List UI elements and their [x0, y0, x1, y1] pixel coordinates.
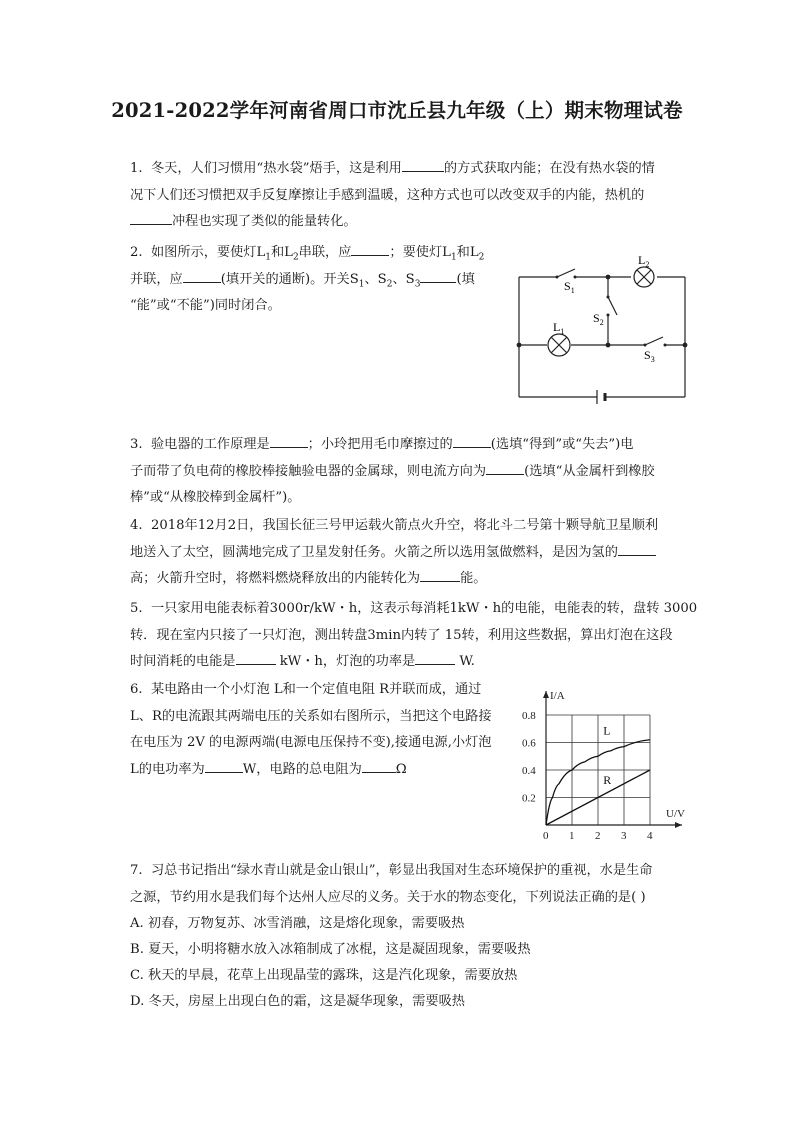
- option-a[interactable]: A. 初春，万物复苏、冰雪消融，这是熔化现象，需要吸热: [130, 916, 465, 931]
- option-d[interactable]: D. 冬天，房屋上出现白色的霜，这是凝华现象，需要吸热: [130, 994, 465, 1009]
- label-l1: $L_1$: [553, 320, 565, 336]
- switch-s2-blade: [608, 297, 617, 315]
- page-title: 2021-2022学年河南省周口市沈丘县九年级（上）期末物理试卷: [111, 99, 683, 122]
- chart-grid: [546, 715, 650, 825]
- answer-blank[interactable]: [402, 157, 444, 172]
- answer-blank[interactable]: [270, 433, 308, 448]
- x-tick-label: 4: [647, 830, 653, 842]
- switch-s3-blade: [645, 337, 663, 345]
- question-2: 2. 如图所示，要使灯$L_1$和$L_2$串联，应 ；要使灯$L_1$和$L_2$ 并联，应 (填开关的通断)。开关$S_1$、$S_2$、$S_3$ (填 “能”或“不能”)同时闭合。: [130, 240, 484, 320]
- answer-blank[interactable]: [420, 567, 460, 582]
- question-3: 3. 验电器的工作原理是 ；小玲把用毛巾摩擦过的 (选填“得到”或“失去”)电 子而带了负电荷的橡胶棒接触验电器的金属球，则电流方向为 (选填“从金属杆到橡胶 棒”或“从橡胶棒到金属杆”)。: [130, 432, 655, 512]
- x-axis-arrow-icon: [675, 822, 682, 828]
- label-l2: $L_2$: [638, 253, 650, 269]
- y-tick-label: 0.4: [522, 765, 536, 777]
- label-s1: $S_1$: [564, 279, 575, 295]
- question-4: 4. 2018年12月2日，我国长征三号甲运载火箭点火升空，将北斗二号第十颗导航卫星顺利 地送入了太空，圆满地完成了卫星发射任务。火箭之所以选用氢做燃料，是因为氢的 高；火箭升空时，将燃料燃烧释放出的内能转化为 能。: [130, 518, 659, 586]
- question-number: 7.: [130, 863, 143, 878]
- junction-dot: [606, 343, 611, 348]
- answer-blank[interactable]: [236, 650, 276, 665]
- option-b[interactable]: B. 夏天，小明将糖水放入冰箱制成了冰棍，这是凝固现象，需要吸热: [130, 942, 531, 957]
- battery-icon: [597, 390, 605, 404]
- junction-dot: [683, 343, 688, 348]
- x-tick-label: 3: [621, 830, 627, 842]
- y-tick-label: 0.2: [522, 792, 536, 805]
- switch-s1-blade: [557, 269, 575, 277]
- answer-blank[interactable]: [130, 210, 172, 225]
- question-5: 5. 一只家用电能表标着3000r/kW・h，这表示每消耗1kW・h的电能，电能表的转，盘转 3000 转．现在室内只接了一只灯泡，测出转盘3min内转了 15转，利用这些数据，算出灯泡在这段 时间消耗的电能是 kW・h，灯泡的功率是 W.: [130, 601, 698, 669]
- series-label-l: L: [603, 723, 611, 738]
- answer-blank[interactable]: [420, 268, 456, 283]
- x-tick-label: 0: [543, 830, 549, 842]
- answer-blank[interactable]: [486, 460, 524, 475]
- answer-blank[interactable]: [415, 650, 455, 665]
- question-6: 6. 某电路由一个小灯泡 L和一个定值电阻 R并联而成，通过 L、R的电流跟其两端电压的关系如右图所示，当把这个电路接 在电压为 2V 的电源两端(电源电压保持不变),接通电源,小灯泡 L的电功率为 W，电路的总电阻为 Ω: [130, 682, 492, 777]
- question-number: 5.: [130, 601, 143, 616]
- question-number: 4.: [130, 518, 143, 533]
- junction-dot: [606, 275, 611, 280]
- question-1: 1. 冬天，人们习惯用“热水袋”焐手，这是利用 的方式获取内能；在没有热水袋的情 况下人们还习惯把双手反复摩擦让手感到温暖，这种方式也可以改变双手的内能，热机的 冲程也实现了类似的能量转化。: [130, 156, 655, 236]
- y-axis-arrow-icon: [543, 691, 549, 698]
- answer-blank[interactable]: [618, 541, 656, 556]
- series-label-r: R: [603, 772, 612, 787]
- chart-axes: [543, 691, 682, 828]
- y-tick-label: 0.6: [522, 737, 536, 750]
- answer-blank[interactable]: [453, 433, 491, 448]
- question-number: 2.: [130, 245, 143, 260]
- y-axis-label: I/A: [550, 690, 565, 702]
- answer-blank[interactable]: [205, 758, 243, 773]
- question-number: 1.: [130, 161, 143, 176]
- x-tick-label: 2: [595, 830, 601, 842]
- junction-dot: [517, 343, 522, 348]
- answer-blank[interactable]: [351, 241, 389, 256]
- label-s3: $S_3$: [644, 348, 655, 364]
- iu-chart: [520, 685, 700, 845]
- y-tick-label: 0.8: [522, 710, 536, 722]
- x-tick-label: 1: [569, 830, 575, 842]
- answer-blank[interactable]: [362, 758, 396, 773]
- label-s2: $S_2$: [593, 311, 604, 327]
- question-number: 3.: [130, 437, 143, 452]
- answer-blank[interactable]: [183, 268, 221, 283]
- option-c[interactable]: C. 秋天的早晨，花草上出现晶莹的露珠，这是汽化现象，需要放热: [130, 968, 518, 983]
- x-axis-label: U/V: [666, 808, 685, 820]
- question-7: 7. 习总书记指出“绿水青山就是金山银山”，彰显出我国对生态环境保护的重视，水是生命 之源，节约用水是我们每个达州人应尽的义务。关于水的物态变化，下列说法正确的是( ) A. 初春，万物复苏、冰雪消融，这是熔化现象，需要吸热 B. 夏天，小明将糖水放入冰箱制成了冰棍，这是凝固现象，需要吸热 C. 秋天的早晨，花草上出现晶莹的露珠，这是汽化现象，需要放热 D. 冬天，房屋上出现白色的霜，这是凝华现象，需要吸热: [130, 858, 652, 1015]
- question-number: 6.: [130, 682, 143, 697]
- circuit-diagram: [505, 245, 695, 415]
